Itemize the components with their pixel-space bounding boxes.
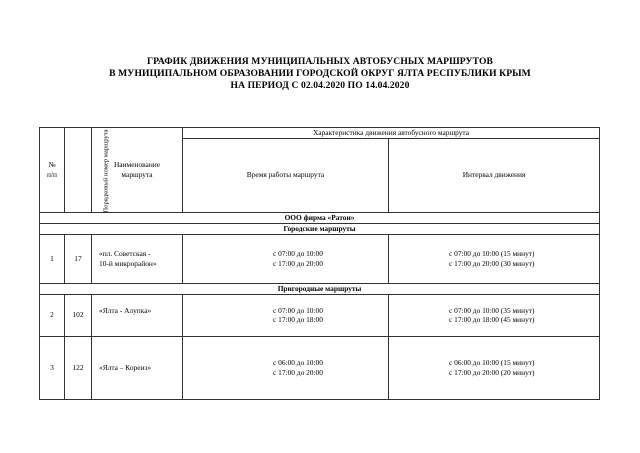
row-num: 1	[40, 234, 65, 283]
header-route-no-label: Порядковый номер маршрута	[102, 129, 110, 213]
section-row	[40, 283, 600, 294]
row-work-time-line: с 17:00 до 18:00	[273, 315, 323, 324]
header-characteristics: Характеристика движения автобусного маршрута	[183, 128, 600, 139]
row-work-time-line: с 07:00 до 10:00	[273, 249, 323, 258]
header-num-line-2: п/п	[47, 169, 57, 179]
title-line-3: НА ПЕРИОД С 02.04.2020 ПО 14.04.2020	[230, 80, 410, 91]
row-route-name-line: «Ялта - Алупка»	[99, 305, 152, 315]
row-work-time-line: с 07:00 до 10:00	[273, 305, 323, 315]
row-work-time	[183, 336, 389, 399]
row-interval-line: с 06:00 до 10:00 (15 минут)	[449, 358, 535, 367]
header-row-top	[40, 128, 600, 139]
document-title	[0, 56, 640, 92]
row-num: 2	[40, 294, 65, 336]
section-title-suburban: Пригородные маршруты	[40, 283, 600, 294]
row-route-name	[92, 234, 183, 283]
header-name-line-2: маршрута	[121, 169, 153, 179]
row-route-name	[92, 336, 183, 399]
row-interval-line: с 17:00 до 18:00 (45 минут)	[449, 315, 535, 324]
table-row	[40, 234, 600, 283]
header-name-line-1: Наименование	[113, 160, 161, 170]
row-work-time	[183, 294, 389, 336]
row-route-name-line: «Ялта – Кореиз»	[99, 362, 152, 372]
row-work-time-line: с 06:00 до 10:00	[273, 358, 323, 367]
header-work-time: Время работы маршрута	[183, 138, 389, 212]
row-work-time-line: с 17:00 до 20:00	[273, 367, 323, 377]
row-route-no: 17	[65, 234, 92, 283]
row-work-time-line: с 17:00 до 20:00	[273, 258, 323, 268]
row-route-no: 122	[65, 336, 92, 399]
section-title-city: Городские маршруты	[40, 223, 600, 234]
row-route-name-line: 10-й микрорайон»	[99, 258, 157, 268]
table-row	[40, 294, 600, 336]
company-name: ООО фирма «Ратон»	[40, 212, 600, 223]
title-line-2: В МУНИЦИПАЛЬНОМ ОБРАЗОВАНИИ ГОРОДСКОЙ ОКРУГ ЯЛТА РЕСПУБЛИКИ КРЫМ	[109, 68, 531, 79]
row-interval	[389, 234, 600, 283]
row-interval-line: с 17:00 до 20:00 (30 минут)	[449, 258, 535, 268]
header-route-no	[65, 128, 110, 213]
row-interval	[389, 336, 600, 399]
schedule-table	[39, 127, 600, 400]
row-num: 3	[40, 336, 65, 399]
table-row	[40, 336, 600, 399]
row-interval	[389, 294, 600, 336]
row-route-name	[92, 294, 183, 336]
row-interval-line: с 07:00 до 10:00 (35 минут)	[449, 305, 535, 315]
header-num-line-1: №	[48, 160, 56, 170]
row-route-name-line: «пл. Советская -	[99, 249, 151, 258]
row-interval-line: с 17:00 до 20:00 (20 минут)	[449, 367, 535, 377]
company-row	[40, 212, 600, 223]
section-row	[40, 223, 600, 234]
title-line-1: ГРАФИК ДВИЖЕНИЯ МУНИЦИПАЛЬНЫХ АВТОБУСНЫХ МАРШРУТОВ	[146, 56, 494, 67]
row-route-no: 102	[65, 294, 92, 336]
header-interval: Интервал движения	[389, 138, 600, 212]
row-work-time	[183, 234, 389, 283]
row-interval-line: с 07:00 до 10:00 (15 минут)	[449, 249, 535, 258]
header-num	[40, 128, 65, 213]
